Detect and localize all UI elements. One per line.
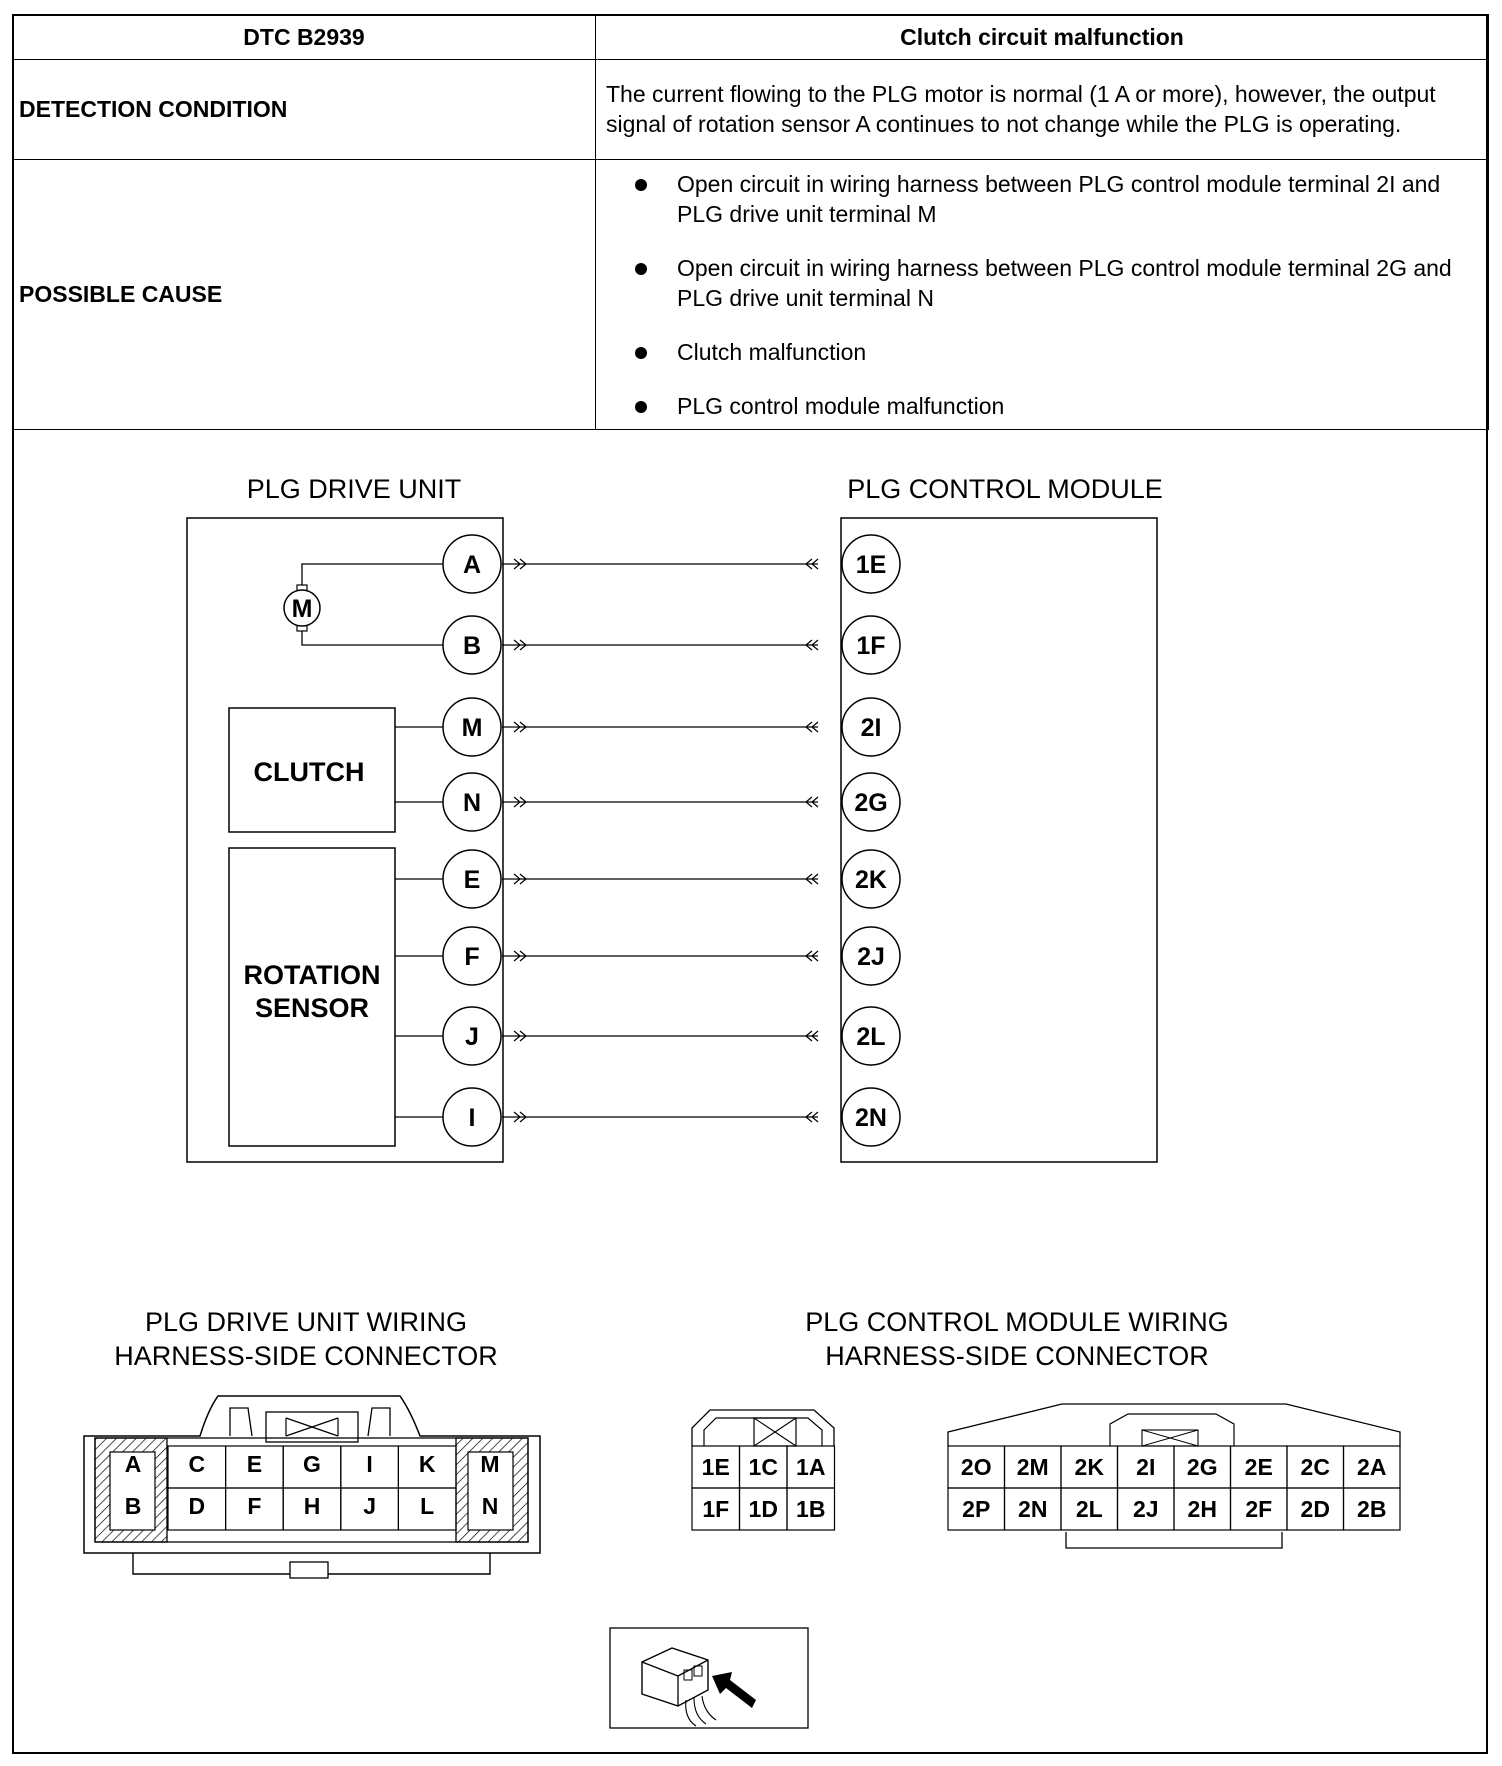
module-large-pin-label: 2M — [1016, 1454, 1049, 1480]
module-pin-label: 2J — [857, 943, 885, 971]
module-pin-label: 2G — [854, 789, 888, 817]
module-large-pin-label: 2K — [1074, 1454, 1104, 1480]
module-connector-large — [948, 1404, 1400, 1548]
drive-pin-label: N — [462, 789, 482, 817]
module-connector-small — [692, 1410, 835, 1530]
motor-symbol — [284, 564, 443, 645]
wire-A-1E — [443, 535, 900, 593]
clutch-label: CLUTCH — [253, 757, 365, 787]
module-small-pin-label: 1B — [796, 1496, 826, 1522]
drive-connector-pin-label: D — [188, 1493, 206, 1519]
motor-label: M — [291, 595, 313, 623]
module-small-pin-label: 1A — [796, 1454, 826, 1480]
drive-connector-pin-label: K — [418, 1451, 436, 1477]
drive-connector-pin-label: M — [480, 1451, 500, 1477]
wire-F-2J — [443, 927, 900, 985]
harness-view-icon — [610, 1628, 808, 1728]
sensor-label-line2: SENSOR — [254, 993, 370, 1023]
wire-E-2K — [443, 850, 900, 908]
drive-connector-pin-label: J — [363, 1493, 376, 1519]
drive-pin-label: M — [461, 714, 483, 742]
drive-connector-title-line1: PLG DRIVE UNIT WIRING — [144, 1307, 468, 1337]
module-large-pin-label: 2G — [1186, 1454, 1218, 1480]
cause-item: Clutch malfunction — [635, 337, 1477, 367]
module-large-pin-label: 2N — [1018, 1496, 1048, 1522]
drive-connector-pin-label: L — [420, 1493, 435, 1519]
dtc-code: DTC B2939 — [13, 15, 596, 60]
drive-connector-title-line2: HARNESS-SIDE CONNECTOR — [114, 1341, 498, 1371]
module-large-pin-label: 2P — [962, 1496, 991, 1522]
drive-pin-label: F — [464, 943, 480, 971]
module-large-pin-label: 2F — [1245, 1496, 1273, 1522]
module-small-cells — [692, 1446, 835, 1530]
module-large-pin-label: 2H — [1187, 1496, 1217, 1522]
drive-connector-pin-label: N — [481, 1493, 499, 1519]
drive-unit-title: PLG DRIVE UNIT — [246, 474, 462, 504]
module-large-cells — [948, 1446, 1400, 1530]
dtc-title: Clutch circuit malfunction — [596, 15, 1489, 60]
drive-pin-label: B — [462, 632, 482, 660]
wire-I-2N — [443, 1088, 900, 1146]
drive-pin-label: J — [465, 1023, 479, 1051]
module-large-pin-label: 2A — [1357, 1454, 1387, 1480]
module-pin-label: 2L — [856, 1023, 886, 1051]
drive-pin-label: E — [463, 866, 481, 894]
drive-unit-connector — [84, 1396, 540, 1578]
module-large-pin-label: 2E — [1244, 1454, 1273, 1480]
control-module-title: PLG CONTROL MODULE — [847, 474, 1163, 504]
module-large-pin-label: 2J — [1132, 1496, 1159, 1522]
module-small-pin-label: 1F — [702, 1496, 730, 1522]
sensor-label-line1: ROTATION — [243, 960, 381, 990]
wire-N-2G — [443, 773, 900, 831]
drive-unit-box — [187, 518, 503, 1162]
control-module-box — [841, 518, 1157, 1162]
module-pin-label: 2N — [855, 1104, 887, 1132]
drive-connector-pin-label: C — [188, 1451, 206, 1477]
drive-connector-pin-label: B — [124, 1493, 142, 1519]
drive-connector-pin-label: F — [247, 1493, 262, 1519]
module-large-pin-label: 2D — [1300, 1496, 1330, 1522]
module-large-pin-label: 2C — [1300, 1454, 1330, 1480]
drive-connector-pin-label: H — [303, 1493, 321, 1519]
module-small-pin-label: 1C — [748, 1454, 778, 1480]
module-connector-title-line1: PLG CONTROL MODULE WIRING — [805, 1307, 1229, 1337]
wire-M-2I — [443, 698, 900, 756]
module-large-pin-label: 2L — [1075, 1496, 1103, 1522]
drive-connector-cells — [125, 1446, 500, 1530]
wire-B-1F — [443, 616, 900, 674]
wire-J-2L — [443, 1007, 900, 1065]
drive-connector-pin-label: A — [124, 1451, 142, 1477]
module-pin-label: 1E — [855, 551, 887, 579]
module-large-pin-label: 2B — [1357, 1496, 1387, 1522]
module-pin-label: 1F — [856, 632, 886, 660]
module-large-pin-label: 2I — [1136, 1454, 1156, 1480]
cause-label: POSSIBLE CAUSE — [13, 160, 596, 430]
detection-label: DETECTION CONDITION — [13, 60, 596, 160]
module-small-pin-label: 1D — [748, 1496, 778, 1522]
cause-item: Open circuit in wiring harness between PLG control module terminal 2I and PLG drive unit terminal M — [635, 169, 1477, 229]
module-large-pin-label: 2O — [960, 1454, 992, 1480]
detection-text: The current flowing to the PLG motor is normal (1 A or more), however, the output signal of rotation sensor A continues to not change while the PLG is operating. — [596, 60, 1489, 160]
module-small-pin-label: 1E — [701, 1454, 730, 1480]
module-pin-label: 2I — [860, 714, 882, 742]
drive-pin-label: A — [462, 551, 482, 579]
wire-group — [443, 535, 900, 1146]
cause-item: PLG control module malfunction — [635, 391, 1477, 421]
drive-connector-pin-label: G — [303, 1451, 321, 1477]
cause-item: Open circuit in wiring harness between PLG control module terminal 2G and PLG drive unit terminal N — [635, 253, 1477, 313]
drive-connector-pin-label: I — [366, 1451, 373, 1477]
module-connector-title-line2: HARNESS-SIDE CONNECTOR — [825, 1341, 1209, 1371]
drive-connector-pin-label: E — [246, 1451, 263, 1477]
drive-pin-label: I — [468, 1104, 476, 1132]
module-pin-label: 2K — [855, 866, 887, 894]
